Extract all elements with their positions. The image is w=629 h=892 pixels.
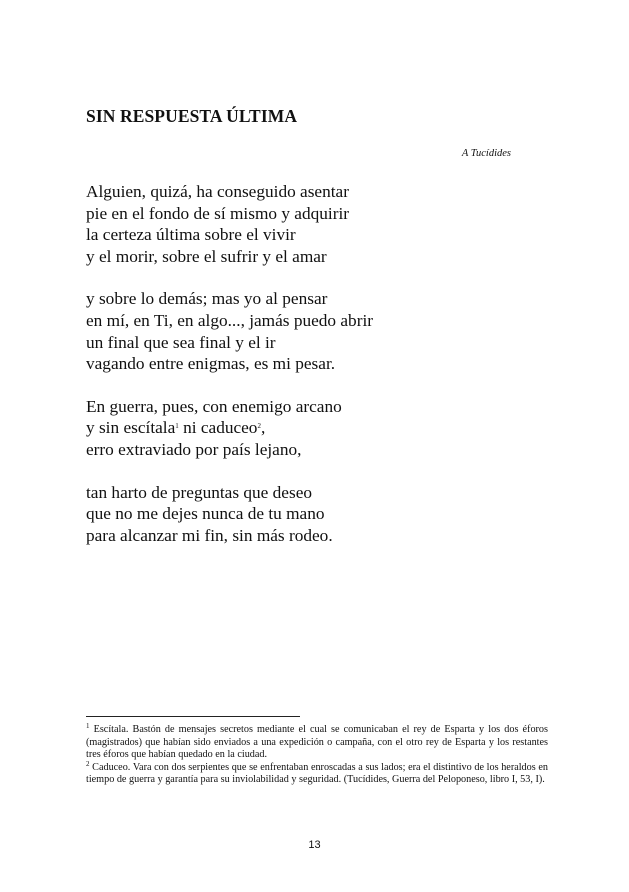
poem-line: un final que sea final y el ir	[86, 332, 276, 352]
stanza-2	[86, 288, 546, 374]
poem-body	[86, 181, 546, 567]
footnote-2	[86, 759, 548, 787]
stanza-3	[86, 396, 546, 461]
poem-line: en mí, en Ti, en algo..., jamás puedo abrir	[86, 310, 374, 330]
poem-title: SIN RESPUESTA ÚLTIMA	[86, 106, 298, 126]
poem-line: tan harto de preguntas que deseo	[86, 482, 313, 502]
line-text: y sin escítala	[86, 418, 176, 438]
footnote-1	[86, 724, 548, 762]
poem-line: vagando entre enigmas, es mi pesar.	[86, 354, 336, 374]
stanza-1	[86, 181, 546, 267]
poem-line: la certeza última sobre el vivir	[86, 225, 296, 245]
poem-line-with-footnotes	[86, 417, 546, 439]
footnote-ref-1[interactable]: 1	[175, 422, 179, 431]
poem-line: En guerra, pues, con enemigo arcano	[86, 396, 342, 416]
footnotes	[86, 724, 548, 787]
footnote-text: Caduceo. Vara con dos serpientes que se enfrentaban enroscadas a sus lados; era el distintivo de los heraldos en tiempo de guerra y garantía para su inviolabilidad y seguridad. (Tucídides, Guerra del Peloponeso, libro I, 53, I).	[86, 761, 548, 786]
line-text: ni caduceo	[178, 418, 258, 438]
poem-line: y sobre lo demás; mas yo al pensar	[86, 289, 328, 309]
poem-line: Alguien, quizá, ha conseguido asentar	[86, 182, 349, 201]
poem-line: erro extraviado por país lejano,	[86, 439, 302, 459]
poem-line: que no me dejes nunca de tu mano	[86, 504, 325, 524]
poem-dedication: A Tucídides	[461, 148, 511, 159]
poem-line: y el morir, sobre el sufrir y el amar	[86, 246, 327, 266]
footnote-ref-2[interactable]: 2	[257, 422, 261, 431]
page-number: 13	[308, 839, 321, 851]
poem-line: para alcanzar mi fin, sin más rodeo.	[86, 525, 333, 545]
footnote-mark: 2	[86, 759, 90, 768]
footnote-text: Escítala. Bastón de mensajes secretos mediante el cual se comunicaban el rey de Esparta y los dos éforos (magistrados) que habían sido enviados a una expedición o campaña, con el otro rey de Esparta y los restantes tres éforos que habían quedado en la ciudad.	[86, 724, 548, 761]
footnote-divider	[86, 716, 300, 717]
footnote-mark: 1	[86, 722, 90, 730]
stanza-4	[86, 482, 546, 547]
line-text: ,	[260, 418, 266, 438]
poem-line: pie en el fondo de sí mismo y adquirir	[86, 203, 350, 223]
